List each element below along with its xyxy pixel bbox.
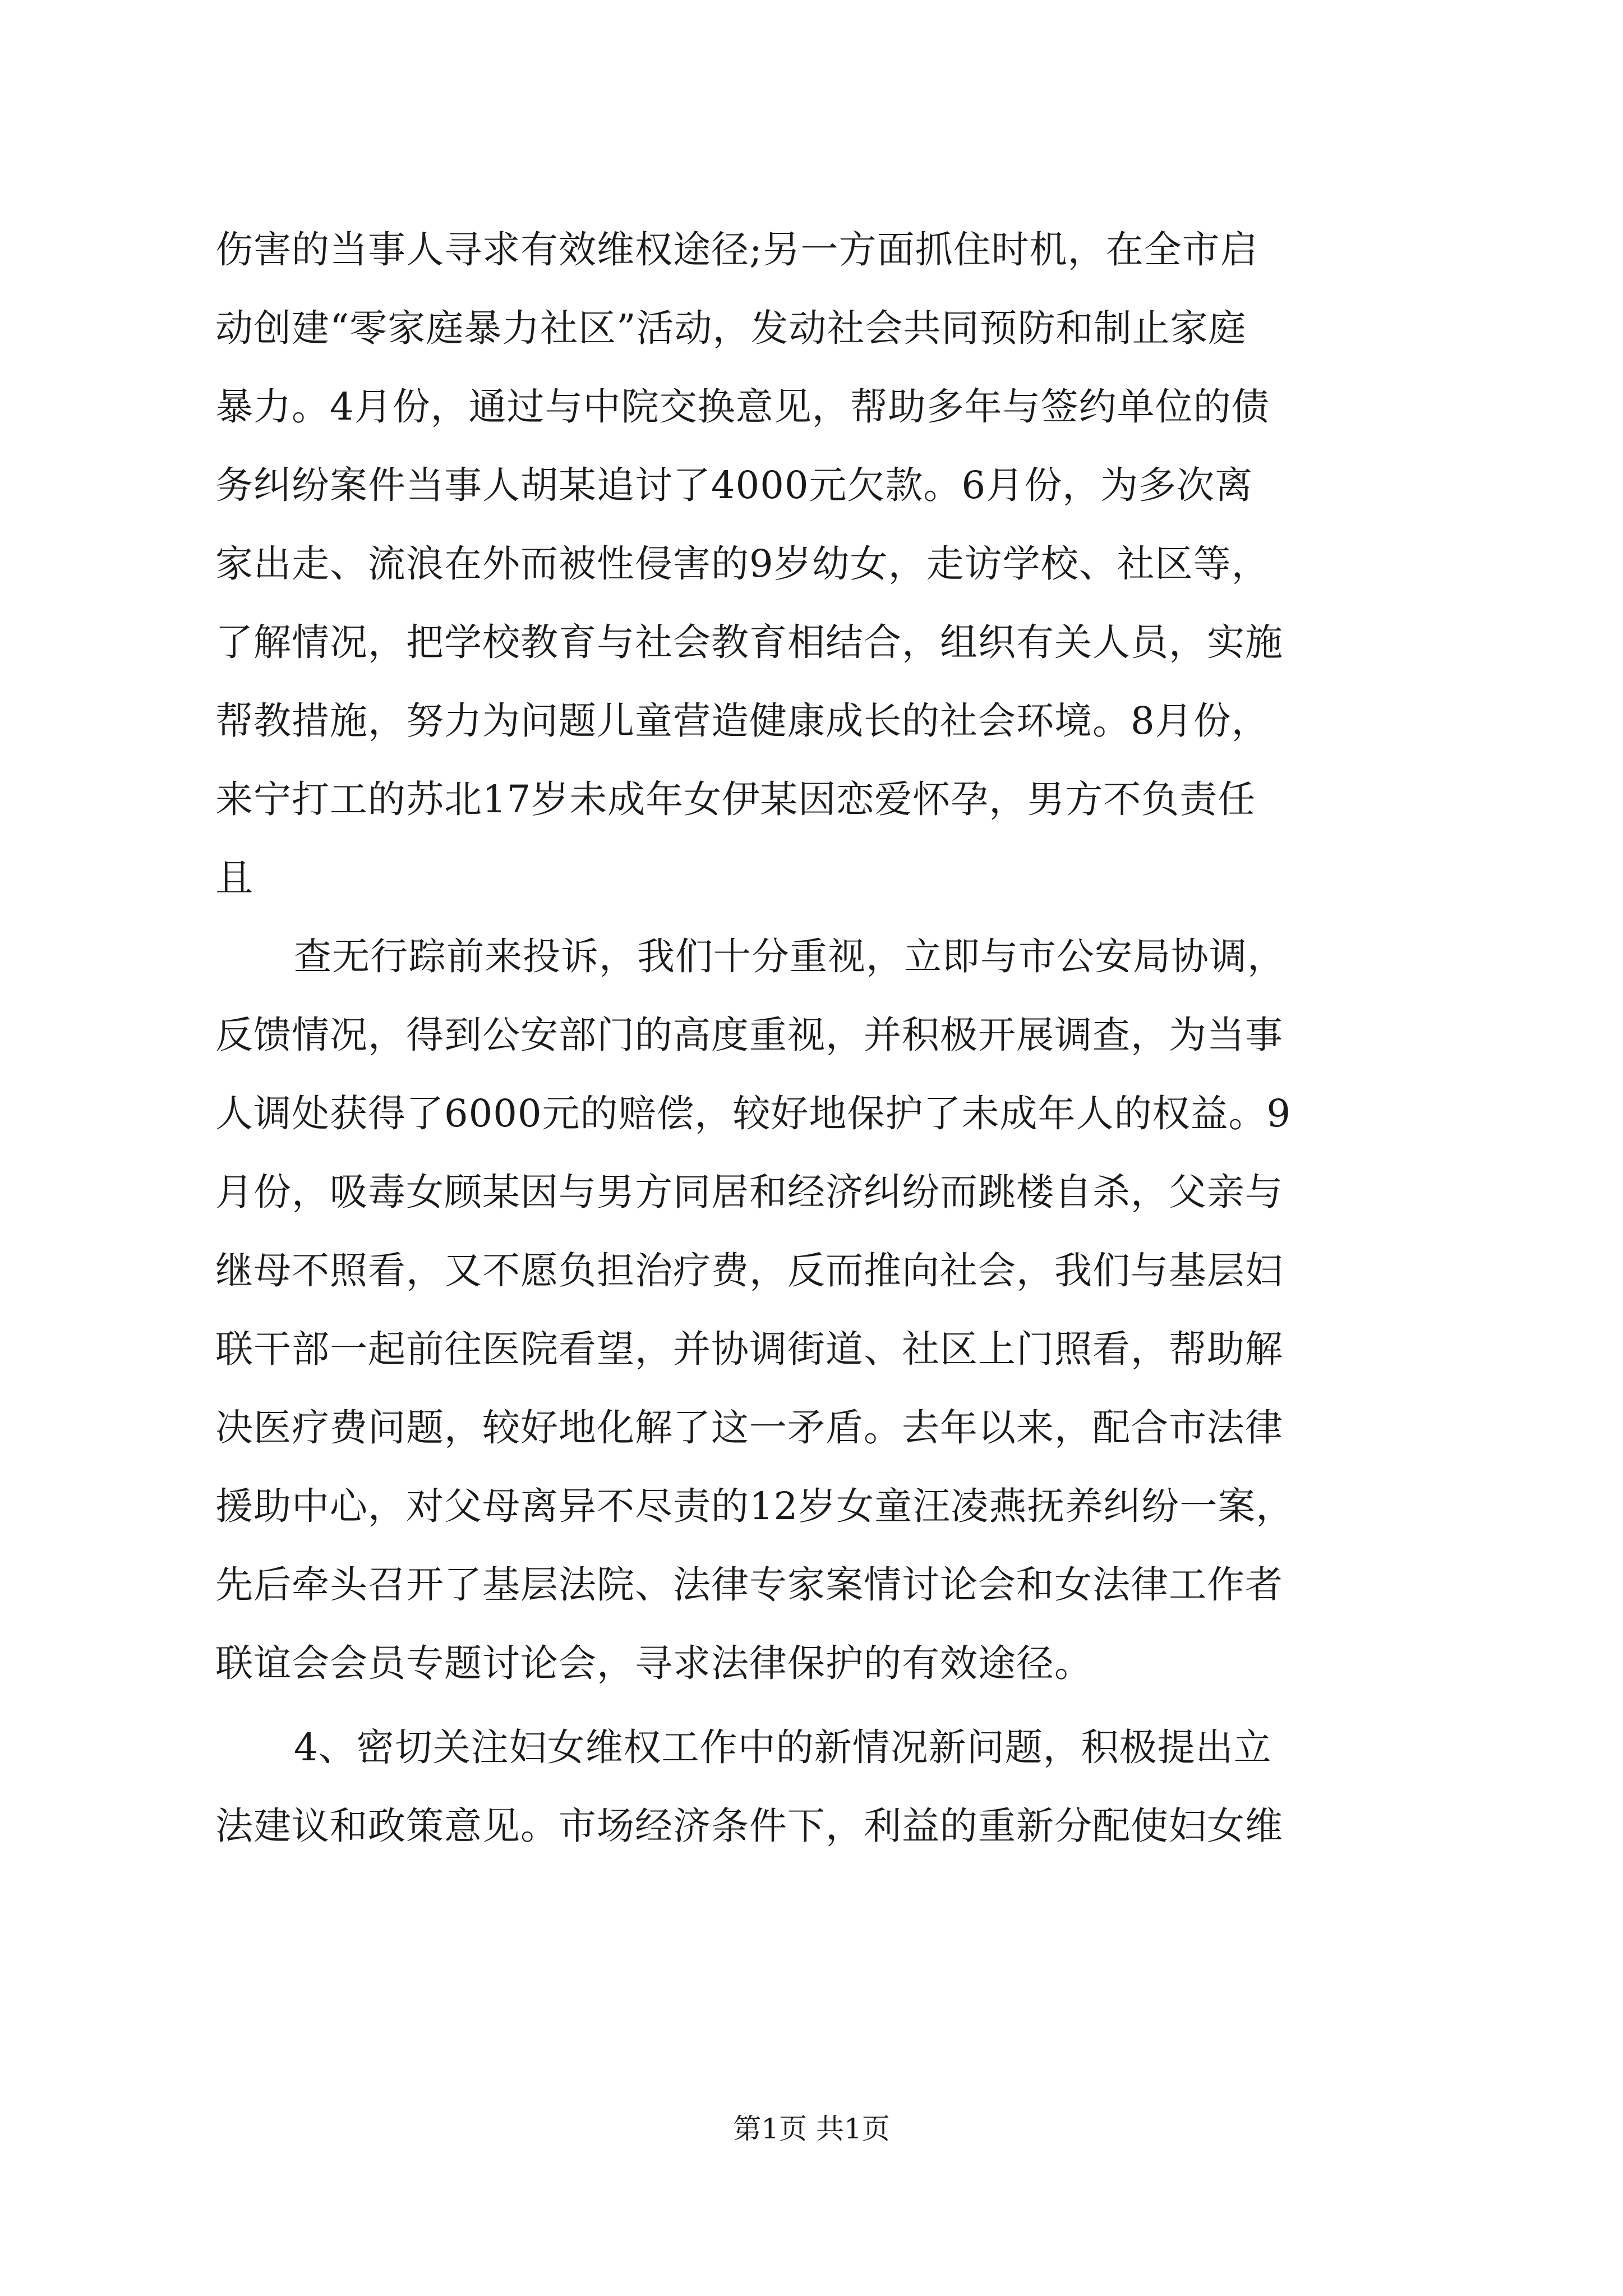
text-line: 先后牵头召开了基层法院、法律专家案情讨论会和女法律工作者 (215, 1563, 1283, 1607)
paragraph-first-line: 4、密切关注妇女维权工作中的新情况新问题，积极提出立 (294, 1726, 1272, 1769)
text-line: 援助中心，对父母离异不尽责的12岁女童汪凌燕抚养纠纷一案， (215, 1484, 1294, 1528)
text-line: 来宁打工的苏北17岁未成年女伊某因恋爱怀孕，男方不负责任 (215, 777, 1256, 821)
text-line: 联干部一起前往医院看望，并协调街道、社区上门照看，帮助解 (215, 1327, 1283, 1371)
text-line: 务纠纷案件当事人胡某追讨了4000元欠款。6月份，为多次离 (215, 463, 1253, 507)
text-line: 法建议和政策意见。市场经济条件下，利益的重新分配使妇女维 (215, 1804, 1283, 1848)
page-footer: 第1页 共1页 (733, 2113, 890, 2145)
text-line: 反馈情况，得到公安部门的高度重视，并积极开展调查，为当事 (215, 1013, 1283, 1057)
text-line: 伤害的当事人寻求有效维权途径;另一方面抓住时机，在全市启 (215, 228, 1258, 272)
text-line: 继母不照看，又不愿负担治疗费，反而推向社会，我们与基层妇 (215, 1249, 1283, 1292)
text-line: 帮教措施，努力为问题儿童营造健康成长的社会环境。8月份， (215, 699, 1270, 743)
text-line: 月份，吸毒女顾某因与男方同居和经济纠纷而跳楼自杀，父亲与 (215, 1170, 1283, 1214)
text-line: 了解情况，把学校教育与社会教育相结合，组织有关人员，实施 (215, 620, 1283, 664)
text-line: 人调处获得了6000元的赔偿，较好地保护了未成年人的权益。9 (215, 1092, 1292, 1135)
text-line: 家出走、流浪在外而被性侵害的9岁幼女，走访学校、社区等， (215, 542, 1270, 586)
text-line: 且 (215, 856, 253, 900)
text-line: 动创建“零家庭暴力社区”活动，发动社会共同预防和制止家庭 (215, 306, 1247, 350)
paragraph-first-line: 查无行踪前来投诉，我们十分重视，立即与市公安局协调， (294, 935, 1285, 978)
text-line: 决医疗费问题，较好地化解了这一矛盾。去年以来，配合市法律 (215, 1406, 1283, 1450)
text-line: 暴力。4月份，通过与中院交换意见，帮助多年与签约单位的债 (215, 385, 1270, 429)
text-line: 联谊会会员专题讨论会，寻求法律保护的有效途径。 (215, 1641, 1092, 1685)
